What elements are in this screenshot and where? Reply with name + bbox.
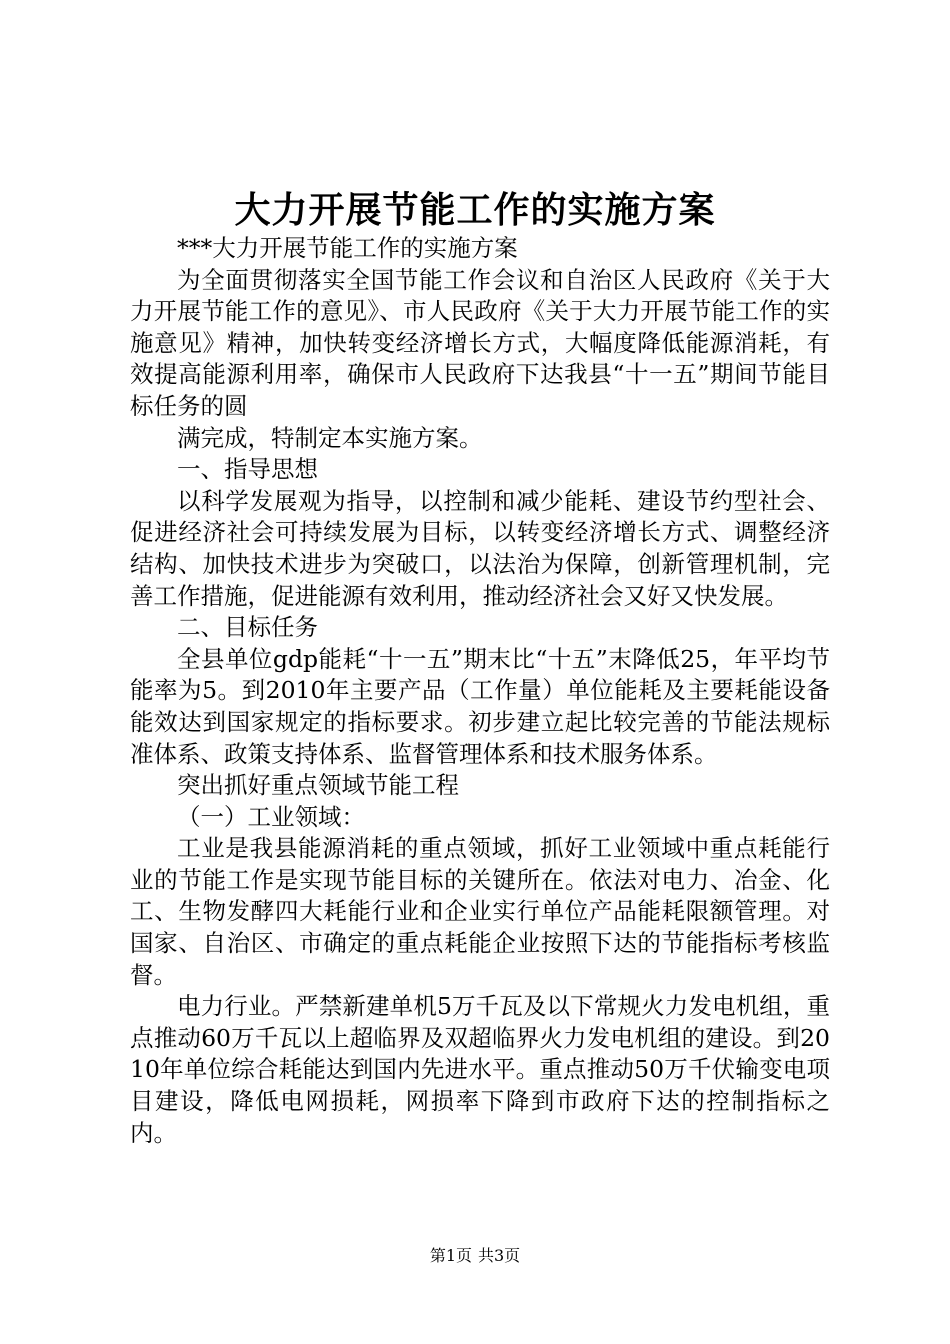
page-total: 共3页 (478, 1246, 521, 1265)
paragraph: ***大力开展节能工作的实施方案 (177, 234, 518, 262)
paragraph: 电力行业。严禁新建单机5万千瓦及以下常规火力发电机组，重点推动60万千瓦以上超临界及双超临界火力发电机组的建设。到2010年单位综合耗能达到国内先进水平。重点推动50万千伏输变电项目建设，降低电网损耗，网损率下降到市政府下达的控制指标之内。 (130, 992, 830, 1147)
document-title: 大力开展节能工作的实施方案 (234, 189, 716, 231)
page-footer (0, 1244, 950, 1268)
paragraph: 为全面贯彻落实全国节能工作会议和自治区人民政府《关于大力开展节能工作的意见》、市人民政府《关于大力开展节能工作的实施意见》精神，加快转变经济增长方式，大幅度降低能源消耗，有效提高能源利用率，确保市人民政府下达我县“十一五”期间节能目标任务的圆 (130, 265, 830, 420)
subsection-heading: （一）工业领域： (177, 802, 365, 831)
paragraph: 工业是我县能源消耗的重点领域，抓好工业领域中重点耗能行业的节能工作是实现节能目标的关键所在。依法对电力、冶金、化工、生物发酵四大耗能行业和企业实行单位产品能耗限额管理。对国家、自治区、市确定的重点耗能企业按照下达的节能指标考核监督。 (130, 834, 830, 989)
paragraph: 满完成，特制定本实施方案。 (177, 423, 483, 452)
paragraph: 全县单位gdp能耗“十一五”期末比“十五”末降低25，年平均节能率为5。到2010年主要产品（工作量）单位能耗及主要耗能设备能效达到国家规定的指标要求。初步建立起比较完善的节能法规标准体系、政策支持体系、监督管理体系和技术服务体系。 (130, 644, 830, 768)
section-heading: 二、目标任务 (177, 613, 318, 642)
document-body (130, 233, 830, 1149)
section-heading: 一、指导思想 (177, 455, 318, 484)
paragraph: 以科学发展观为指导，以控制和减少能耗、建设节约型社会、促进经济社会可持续发展为目标，以转变经济增长方式、调整经济结构、加快技术进步为突破口，以法治为保障，创新管理机制，完善工作措施，促进能源有效利用，推动经济社会又好又快发展。 (130, 486, 830, 610)
section-heading: 突出抓好重点领域节能工程 (177, 771, 459, 800)
page-number: 第1页 (429, 1246, 472, 1265)
